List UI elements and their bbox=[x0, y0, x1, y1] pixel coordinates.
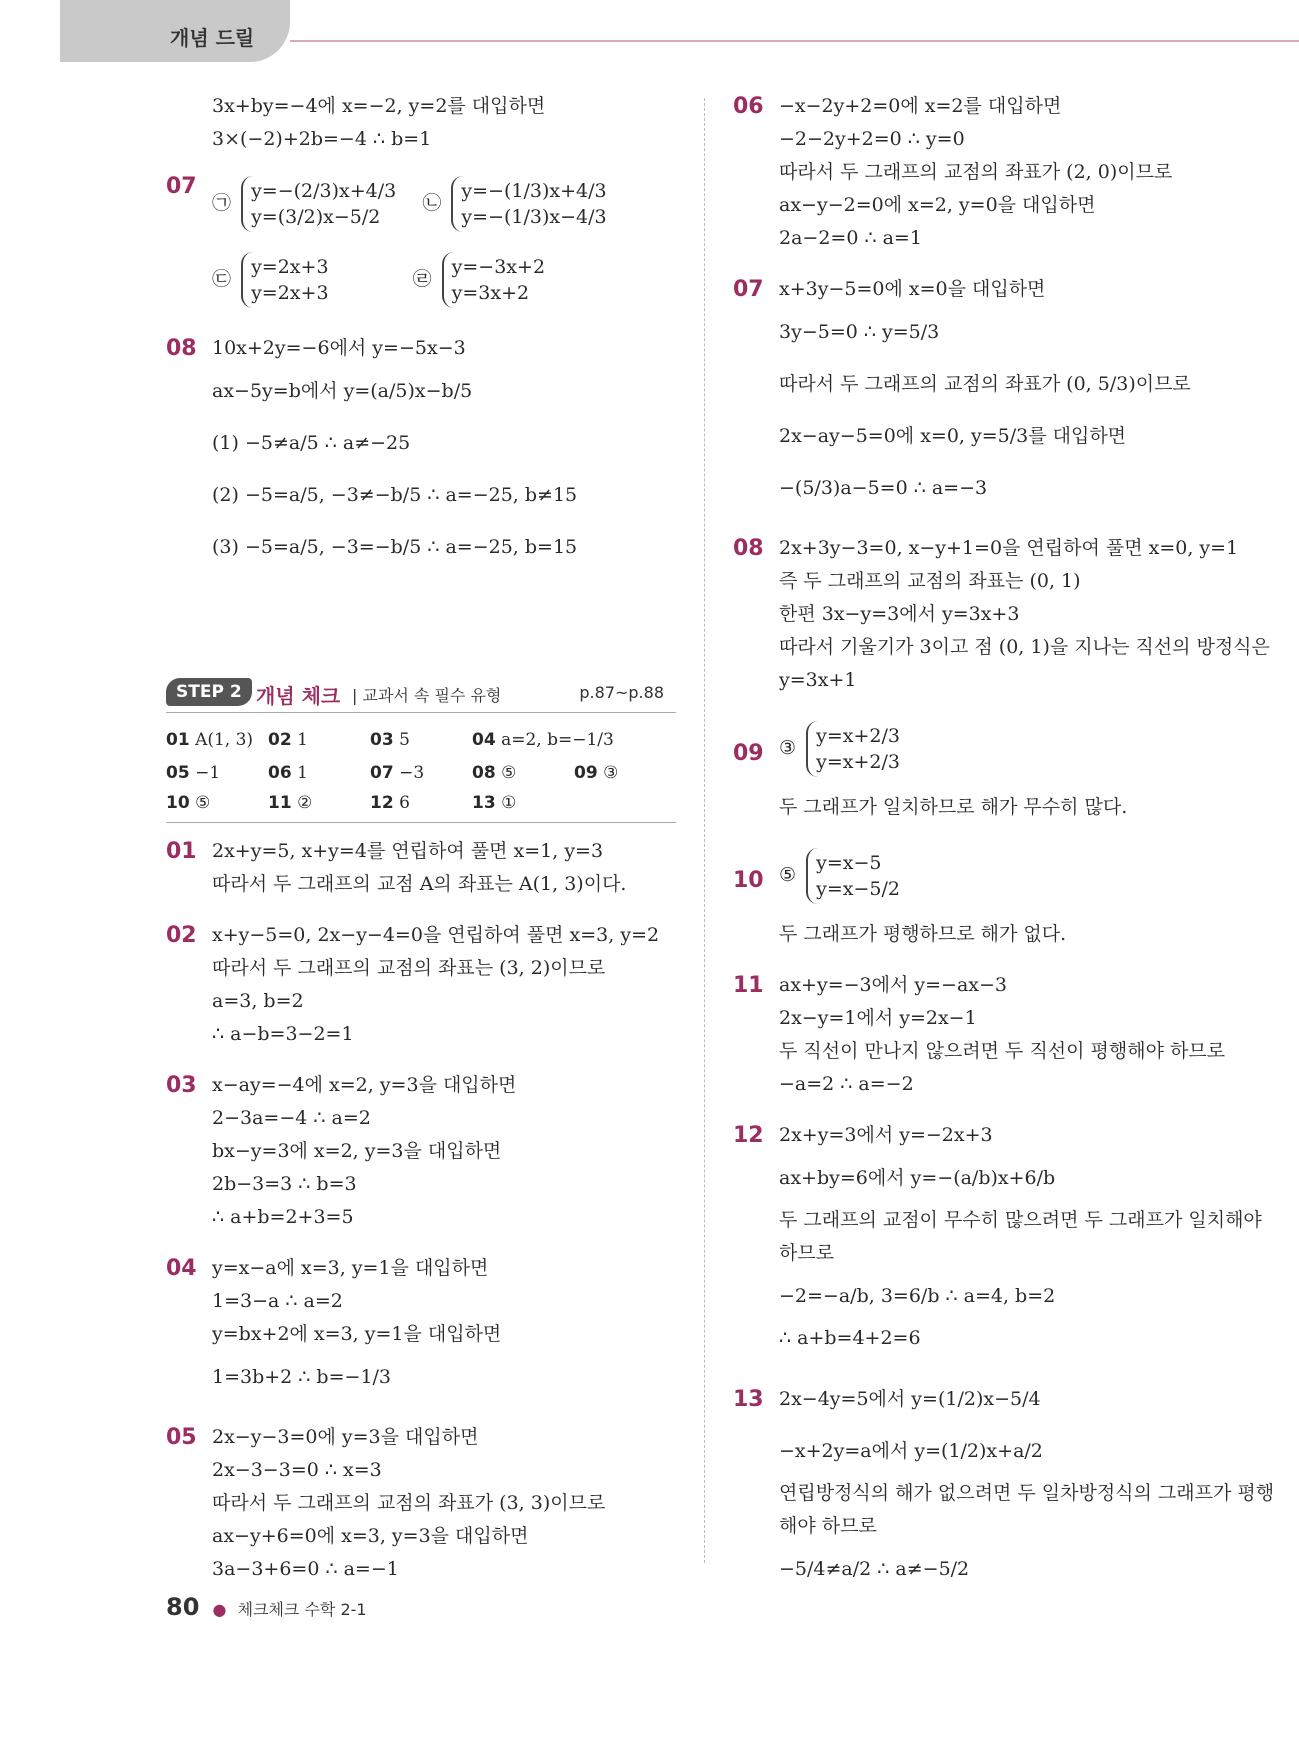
text-line: x−ay=−4에 x=2, y=3을 대입하면 bbox=[212, 1074, 517, 1096]
system-row bbox=[779, 842, 1253, 910]
equation: y=(3/2)x−5/2 bbox=[251, 206, 381, 228]
text-line: 해야 하므로 bbox=[779, 1515, 877, 1537]
problem-number: 08 bbox=[166, 336, 197, 361]
problem-03 bbox=[166, 1069, 676, 1234]
text-line: 3×(−2)+2b=−4 ∴ b=1 bbox=[212, 128, 432, 150]
answer-item: 03 5 bbox=[370, 730, 410, 750]
text-line: 2x+y=5, x+y=4를 연립하여 풀면 x=1, y=3 bbox=[212, 840, 604, 862]
problem-number: 13 bbox=[733, 1387, 764, 1412]
text-line: 따라서 두 그래프의 교점의 좌표는 (3, 2)이므로 bbox=[212, 957, 606, 979]
answer-item: 05 −1 bbox=[166, 763, 221, 783]
problem-number: 03 bbox=[166, 1073, 197, 1098]
step-badge: STEP 2 bbox=[166, 678, 252, 706]
answer-item: 10 ⑤ bbox=[166, 793, 211, 813]
problem-06 bbox=[733, 90, 1253, 255]
text-line: −2=−a/b, 3=6/b ∴ a=4, b=2 bbox=[779, 1285, 1056, 1307]
text-line: y=3x+1 bbox=[779, 669, 857, 691]
text-line: 2a−2=0 ∴ a=1 bbox=[779, 227, 922, 249]
text-line: 따라서 두 그래프의 교점 A의 좌표는 A(1, 3)이다. bbox=[212, 873, 627, 895]
problem-11 bbox=[733, 969, 1253, 1101]
equation: y=3x+2 bbox=[451, 282, 530, 304]
problem-02 bbox=[166, 919, 676, 1051]
answer-item: 02 1 bbox=[268, 730, 308, 750]
choice-label: ㉢ bbox=[212, 268, 232, 290]
choice-label: ③ bbox=[779, 737, 797, 759]
text-line: 3y−5=0 ∴ y=5/3 bbox=[779, 321, 940, 343]
text-line: 2−3a=−4 ∴ a=2 bbox=[212, 1107, 371, 1129]
text-line: ∴ a+b=4+2=6 bbox=[779, 1327, 921, 1349]
equation-system bbox=[442, 252, 553, 308]
choice-label: ㉣ bbox=[412, 268, 432, 290]
text-line: −2−2y+2=0 ∴ y=0 bbox=[779, 128, 965, 150]
text-line: 두 직선이 만나지 않으려면 두 직선이 평행해야 하므로 bbox=[779, 1040, 1226, 1062]
answer-item: 07 −3 bbox=[370, 763, 425, 783]
text-line: ax−y−2=0에 x=2, y=0을 대입하면 bbox=[779, 194, 1096, 216]
text-line: y=bx+2에 x=3, y=1을 대입하면 bbox=[212, 1323, 502, 1345]
problem-number: 08 bbox=[733, 536, 764, 561]
problem-13 bbox=[733, 1373, 1275, 1595]
text-line: (2) −5=a/5, −3≠−b/5 ∴ a=−25, b≠15 bbox=[212, 484, 578, 506]
text-line: x+3y−5=0에 x=0을 대입하면 bbox=[779, 278, 1046, 300]
problem-number: 11 bbox=[733, 973, 764, 998]
system-row bbox=[212, 246, 676, 314]
step2-header bbox=[166, 676, 676, 713]
text-line: −(5/3)a−5=0 ∴ a=−3 bbox=[779, 477, 988, 499]
problem-12 bbox=[733, 1119, 1262, 1355]
text-line: −a=2 ∴ a=−2 bbox=[779, 1073, 914, 1095]
text-line: (3) −5=a/5, −3=−b/5 ∴ a=−25, b=15 bbox=[212, 536, 578, 558]
right-column bbox=[733, 90, 1275, 1613]
text-line: 2x−y−3=0에 y=3을 대입하면 bbox=[212, 1426, 479, 1448]
choice-label: ㉠ bbox=[212, 192, 232, 214]
page-footer bbox=[166, 1593, 367, 1621]
problem-number: 10 bbox=[733, 868, 764, 893]
text-line: 2x−y=1에서 y=2x−1 bbox=[779, 1007, 977, 1029]
text-line: ax−5y=b에서 y=(a/5)x−b/5 bbox=[212, 380, 473, 402]
text-line: −x−2y+2=0에 x=2를 대입하면 bbox=[779, 95, 1062, 117]
text-line: −5/4≠a/2 ∴ a≠−5/2 bbox=[779, 1558, 970, 1580]
equation: y=−3x+2 bbox=[451, 256, 546, 278]
problem-number: 07 bbox=[733, 277, 764, 302]
text-line: a=3, b=2 bbox=[212, 990, 304, 1012]
system-row bbox=[779, 715, 1253, 783]
equation-system bbox=[806, 721, 908, 777]
answer-row bbox=[166, 758, 676, 788]
text-line: 3x+by=−4에 x=−2, y=2를 대입하면 bbox=[212, 95, 546, 117]
text-line: 10x+2y=−6에서 y=−5x−3 bbox=[212, 337, 466, 359]
book-title: 체크체크 수학 2-1 bbox=[237, 1600, 367, 1619]
answer-item: 01 A(1, 3) bbox=[166, 730, 254, 750]
header-rule bbox=[290, 40, 1299, 42]
page-number: 80 bbox=[166, 1593, 200, 1621]
text-line: ∴ a−b=3−2=1 bbox=[212, 1023, 354, 1045]
problem-number: 07 bbox=[166, 174, 197, 199]
problem-number: 02 bbox=[166, 923, 197, 948]
answer-item: 06 1 bbox=[268, 763, 308, 783]
answer-row bbox=[166, 788, 676, 818]
text-line: 따라서 기울기가 3이고 점 (0, 1)을 지나는 직선의 방정식은 bbox=[779, 636, 1270, 658]
equation: y=x+2/3 bbox=[816, 751, 900, 773]
text-line: 따라서 두 그래프의 교점의 좌표가 (3, 3)이므로 bbox=[212, 1492, 606, 1514]
text-line: 2x+3y−3=0, x−y+1=0을 연립하여 풀면 x=0, y=1 bbox=[779, 537, 1239, 559]
text-line: bx−y=3에 x=2, y=3을 대입하면 bbox=[212, 1140, 502, 1162]
text-line: y=x−a에 x=3, y=1을 대입하면 bbox=[212, 1257, 489, 1279]
answer-item: 09 ③ bbox=[574, 763, 619, 783]
text-line: 한편 3x−y=3에서 y=3x+3 bbox=[779, 603, 1020, 625]
text-line: 2x−3−3=0 ∴ x=3 bbox=[212, 1459, 382, 1481]
answer-item: 08 ⑤ bbox=[472, 763, 517, 783]
problem-07-left bbox=[166, 170, 676, 314]
problem-number: 09 bbox=[733, 741, 764, 766]
equation-system bbox=[241, 176, 404, 232]
text-line: 하므로 bbox=[779, 1242, 835, 1264]
section-title-tab bbox=[60, 0, 290, 62]
problem-05 bbox=[166, 1421, 676, 1586]
choice-label: ⑤ bbox=[779, 864, 797, 886]
bullet-icon: ● bbox=[212, 1600, 227, 1619]
problem-04 bbox=[166, 1252, 676, 1403]
text-line: 따라서 두 그래프의 교점의 좌표가 (2, 0)이므로 bbox=[779, 161, 1173, 183]
answer-item: 12 6 bbox=[370, 793, 410, 813]
equation: y=x+2/3 bbox=[816, 725, 900, 747]
equation: y=−(2/3)x+4/3 bbox=[251, 180, 397, 202]
choice-label: ㉡ bbox=[422, 192, 442, 214]
text-line: 연립방정식의 해가 없으려면 두 일차방정식의 그래프가 평행 bbox=[779, 1482, 1275, 1504]
problem-08 bbox=[733, 532, 1270, 697]
equation-system bbox=[241, 252, 336, 308]
step-title: 개념 체크 bbox=[256, 684, 341, 708]
text-line: 두 그래프가 평행하므로 해가 없다. bbox=[779, 923, 1067, 945]
system-row bbox=[212, 170, 676, 238]
problem-01 bbox=[166, 835, 676, 901]
text-line: 2x+y=3에서 y=−2x+3 bbox=[779, 1124, 993, 1146]
column-divider bbox=[704, 98, 705, 1563]
text-line: ax−y+6=0에 x=3, y=3을 대입하면 bbox=[212, 1525, 529, 1547]
problem-07 bbox=[733, 273, 1253, 514]
text-line: (1) −5≠a/5 ∴ a≠−25 bbox=[212, 432, 411, 454]
text-line: x+y−5=0, 2x−y−4=0을 연립하여 풀면 x=3, y=2 bbox=[212, 924, 660, 946]
text-line: 1=3b+2 ∴ b=−1/3 bbox=[212, 1366, 392, 1388]
problem-10 bbox=[733, 842, 1253, 951]
text-line: ∴ a+b=2+3=5 bbox=[212, 1206, 354, 1228]
problem-number: 01 bbox=[166, 839, 197, 864]
text-line: 두 그래프의 교점이 무수히 많으려면 두 그래프가 일치해야 bbox=[779, 1209, 1262, 1231]
text-line: 즉 두 그래프의 교점의 좌표는 (0, 1) bbox=[779, 570, 1081, 592]
left-column-bottom bbox=[166, 835, 676, 1604]
section-title: 개념 드릴 bbox=[170, 26, 255, 50]
text-line: ax+y=−3에서 y=−ax−3 bbox=[779, 974, 1007, 996]
page-range: p.87~p.88 bbox=[579, 683, 664, 702]
text-line: 2x−ay−5=0에 x=0, y=5/3를 대입하면 bbox=[779, 425, 1127, 447]
equation: y=x−5 bbox=[816, 852, 882, 874]
equation: y=2x+3 bbox=[251, 282, 329, 304]
problem-09 bbox=[733, 715, 1253, 824]
problem-08-left bbox=[166, 332, 676, 573]
text-line: 2b−3=3 ∴ b=3 bbox=[212, 1173, 357, 1195]
equation: y=−(1/3)x−4/3 bbox=[461, 206, 607, 228]
problem-number: 04 bbox=[166, 1256, 197, 1281]
text-line: 1=3−a ∴ a=2 bbox=[212, 1290, 343, 1312]
text-line: 2x−4y=5에서 y=(1/2)x−5/4 bbox=[779, 1388, 1041, 1410]
answer-item: 13 ① bbox=[472, 793, 517, 813]
text-line: 따라서 두 그래프의 교점의 좌표가 (0, 5/3)이므로 bbox=[779, 373, 1191, 395]
problem-number: 12 bbox=[733, 1123, 764, 1148]
problem-number: 05 bbox=[166, 1425, 197, 1450]
equation-system bbox=[806, 848, 908, 904]
equation: y=x−5/2 bbox=[816, 878, 900, 900]
equation: y=2x+3 bbox=[251, 256, 329, 278]
equation: y=−(1/3)x+4/3 bbox=[461, 180, 607, 202]
answer-row bbox=[166, 722, 676, 758]
text-line: 3a−3+6=0 ∴ a=−1 bbox=[212, 1558, 399, 1580]
text-line: ax+by=6에서 y=−(a/b)x+6/b bbox=[779, 1167, 1056, 1189]
problem-number: 06 bbox=[733, 94, 764, 119]
answer-item: 04 a=2, b=−1/3 bbox=[472, 730, 614, 750]
answer-item: 11 ② bbox=[268, 793, 313, 813]
equation-system bbox=[451, 176, 614, 232]
step-subtitle: | 교과서 속 필수 유형 bbox=[352, 686, 502, 705]
text-line: 두 그래프가 일치하므로 해가 무수히 많다. bbox=[779, 796, 1128, 818]
left-column-top bbox=[166, 90, 676, 591]
answer-summary bbox=[166, 722, 676, 823]
text-line: −x+2y=a에서 y=(1/2)x+a/2 bbox=[779, 1440, 1043, 1462]
